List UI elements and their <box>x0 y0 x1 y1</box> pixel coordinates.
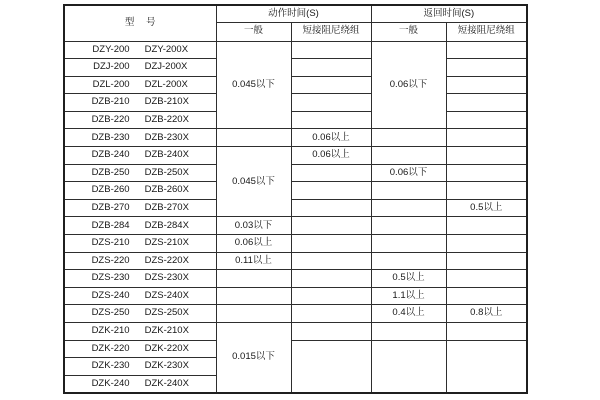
header-return-damping: 短接阻尼绕组 <box>446 22 527 41</box>
header-model: 型 号 <box>64 5 216 41</box>
model-name: DZB-250 <box>91 166 130 178</box>
action-damping-cell <box>291 199 371 217</box>
model-name: DZL-200 <box>92 78 130 90</box>
return-damping-cell <box>446 59 527 77</box>
table-row <box>64 270 527 288</box>
model-name-x: DZK-230X <box>144 360 189 372</box>
header-group-row <box>64 5 527 22</box>
return-general-cell: 0.5以上 <box>371 270 446 288</box>
return-damping-cell: 0.8以上 <box>446 305 527 323</box>
table-row <box>64 305 527 323</box>
model-name: DZK-220 <box>91 342 130 354</box>
action-damping-cell <box>291 182 371 200</box>
model-cell <box>64 182 216 200</box>
model-name-x: DZB-240X <box>144 149 189 161</box>
model-name-x: DZB-220X <box>144 113 189 125</box>
header-action-time: 动作时间(S) <box>216 5 371 22</box>
table-row <box>64 147 527 165</box>
action-damping-cell <box>291 305 371 323</box>
header-action-damping: 短接阻尼绕组 <box>291 22 371 41</box>
model-name: DZB-240 <box>91 149 130 161</box>
model-name: DZY-200 <box>92 43 130 55</box>
model-name: DZS-220 <box>91 254 130 266</box>
table-row <box>64 287 527 305</box>
return-general-cell <box>371 323 446 341</box>
return-damping-cell <box>446 217 527 235</box>
action-damping-cell <box>291 252 371 270</box>
model-cell <box>64 111 216 129</box>
model-name-x: DZB-270X <box>144 201 189 213</box>
model-cell <box>64 129 216 147</box>
table-row <box>64 129 527 147</box>
table-row <box>64 182 527 200</box>
action-damping-cell <box>291 235 371 253</box>
return-damping-cell <box>446 235 527 253</box>
return-damping-cell <box>446 164 527 182</box>
model-name-x: DZB-260X <box>144 184 189 196</box>
model-name: DZS-230 <box>91 272 130 284</box>
action-damping-cell <box>291 59 371 77</box>
table-row <box>64 323 527 341</box>
return-general-cell <box>371 217 446 235</box>
action-general-cell: 0.045以下 <box>216 147 291 217</box>
model-cell <box>64 305 216 323</box>
model-name: DZS-210 <box>91 237 130 249</box>
return-damping-cell <box>446 129 527 147</box>
model-cell <box>64 287 216 305</box>
return-general-cell: 0.06以下 <box>371 164 446 182</box>
model-cell <box>64 147 216 165</box>
model-name-x: DZS-220X <box>144 254 189 266</box>
table-row <box>64 59 527 77</box>
table-row <box>64 164 527 182</box>
model-cell <box>64 358 216 376</box>
model-name-x: DZB-230X <box>144 131 189 143</box>
header-return-general: 一般 <box>371 22 446 41</box>
model-name-x: DZS-240X <box>144 289 189 301</box>
model-name: DZK-210 <box>91 325 130 337</box>
return-general-cell: 0.4以上 <box>371 305 446 323</box>
action-general-cell <box>216 270 291 288</box>
return-damping-cell <box>446 287 527 305</box>
action-damping-cell <box>291 270 371 288</box>
model-name: DZB-284 <box>91 219 130 231</box>
return-damping-cell <box>446 270 527 288</box>
model-name-x: DZS-230X <box>144 272 189 284</box>
action-damping-cell <box>291 76 371 94</box>
return-general-cell: 0.06以下 <box>371 41 446 129</box>
model-cell <box>64 252 216 270</box>
model-name-x: DZS-210X <box>144 237 189 249</box>
model-cell <box>64 217 216 235</box>
action-general-cell <box>216 287 291 305</box>
table-row <box>64 76 527 94</box>
model-name-x: DZB-284X <box>144 219 189 231</box>
model-name-x: DZK-210X <box>144 325 189 337</box>
action-general-cell: 0.11以上 <box>216 252 291 270</box>
model-cell <box>64 323 216 341</box>
action-general-cell: 0.06以上 <box>216 235 291 253</box>
model-name: DZB-220 <box>91 113 130 125</box>
table-row <box>64 217 527 235</box>
model-name-x: DZL-200X <box>144 78 188 90</box>
return-general-cell <box>371 129 446 147</box>
model-cell <box>64 41 216 59</box>
model-name: DZK-240 <box>91 377 130 389</box>
return-general-cell <box>371 147 446 165</box>
model-name-x: DZJ-200X <box>144 61 188 73</box>
return-damping-cell <box>446 41 527 59</box>
model-cell <box>64 375 216 393</box>
model-name-x: DZB-210X <box>144 96 189 108</box>
table-row <box>64 235 527 253</box>
return-damping-cell <box>446 147 527 165</box>
model-cell <box>64 76 216 94</box>
model-name: DZK-230 <box>91 360 130 372</box>
action-damping-cell <box>291 111 371 129</box>
return-damping-cell: 0.5以上 <box>446 199 527 217</box>
return-damping-cell <box>446 182 527 200</box>
model-name: DZB-270 <box>91 201 130 213</box>
return-damping-cell <box>446 323 527 341</box>
model-name-x: DZS-250X <box>144 307 189 319</box>
model-name-x: DZY-200X <box>144 43 189 55</box>
return-general-cell <box>371 340 446 393</box>
model-name: DZS-240 <box>91 289 130 301</box>
model-cell <box>64 59 216 77</box>
action-damping-cell <box>291 340 371 393</box>
model-name-x: DZB-250X <box>144 166 189 178</box>
model-cell <box>64 270 216 288</box>
model-cell <box>64 235 216 253</box>
table-row <box>64 94 527 112</box>
model-cell <box>64 340 216 358</box>
table-row <box>64 199 527 217</box>
action-damping-cell: 0.06以上 <box>291 147 371 165</box>
model-name-x: DZK-240X <box>144 377 189 389</box>
return-general-cell <box>371 252 446 270</box>
return-damping-cell <box>446 111 527 129</box>
return-general-cell <box>371 199 446 217</box>
action-damping-cell <box>291 164 371 182</box>
action-damping-cell: 0.06以上 <box>291 129 371 147</box>
table-row <box>64 41 527 59</box>
return-general-cell: 1.1以上 <box>371 287 446 305</box>
model-name: DZB-260 <box>91 184 130 196</box>
model-name: DZJ-200 <box>93 61 130 73</box>
model-cell <box>64 164 216 182</box>
header-return-time: 返回时间(S) <box>371 5 527 22</box>
return-general-cell <box>371 235 446 253</box>
table-row <box>64 111 527 129</box>
action-damping-cell <box>291 287 371 305</box>
model-name: DZB-210 <box>91 96 130 108</box>
model-cell <box>64 94 216 112</box>
action-damping-cell <box>291 41 371 59</box>
table-row <box>64 252 527 270</box>
return-damping-cell <box>446 340 527 393</box>
action-general-cell: 0.045以下 <box>216 41 291 129</box>
action-general-cell: 0.015以下 <box>216 323 291 393</box>
model-cell <box>64 199 216 217</box>
return-general-cell <box>371 182 446 200</box>
action-general-cell <box>216 129 291 147</box>
return-damping-cell <box>446 252 527 270</box>
table-body <box>64 41 527 393</box>
return-damping-cell <box>446 76 527 94</box>
relay-timing-table <box>63 4 528 394</box>
model-name: DZS-250 <box>91 307 130 319</box>
model-name: DZB-230 <box>91 131 130 143</box>
action-general-cell: 0.03以下 <box>216 217 291 235</box>
table-row <box>64 340 527 358</box>
return-damping-cell <box>446 94 527 112</box>
action-general-cell <box>216 305 291 323</box>
action-damping-cell <box>291 94 371 112</box>
model-name-x: DZK-220X <box>144 342 189 354</box>
action-damping-cell <box>291 323 371 341</box>
header-action-general: 一般 <box>216 22 291 41</box>
action-damping-cell <box>291 217 371 235</box>
